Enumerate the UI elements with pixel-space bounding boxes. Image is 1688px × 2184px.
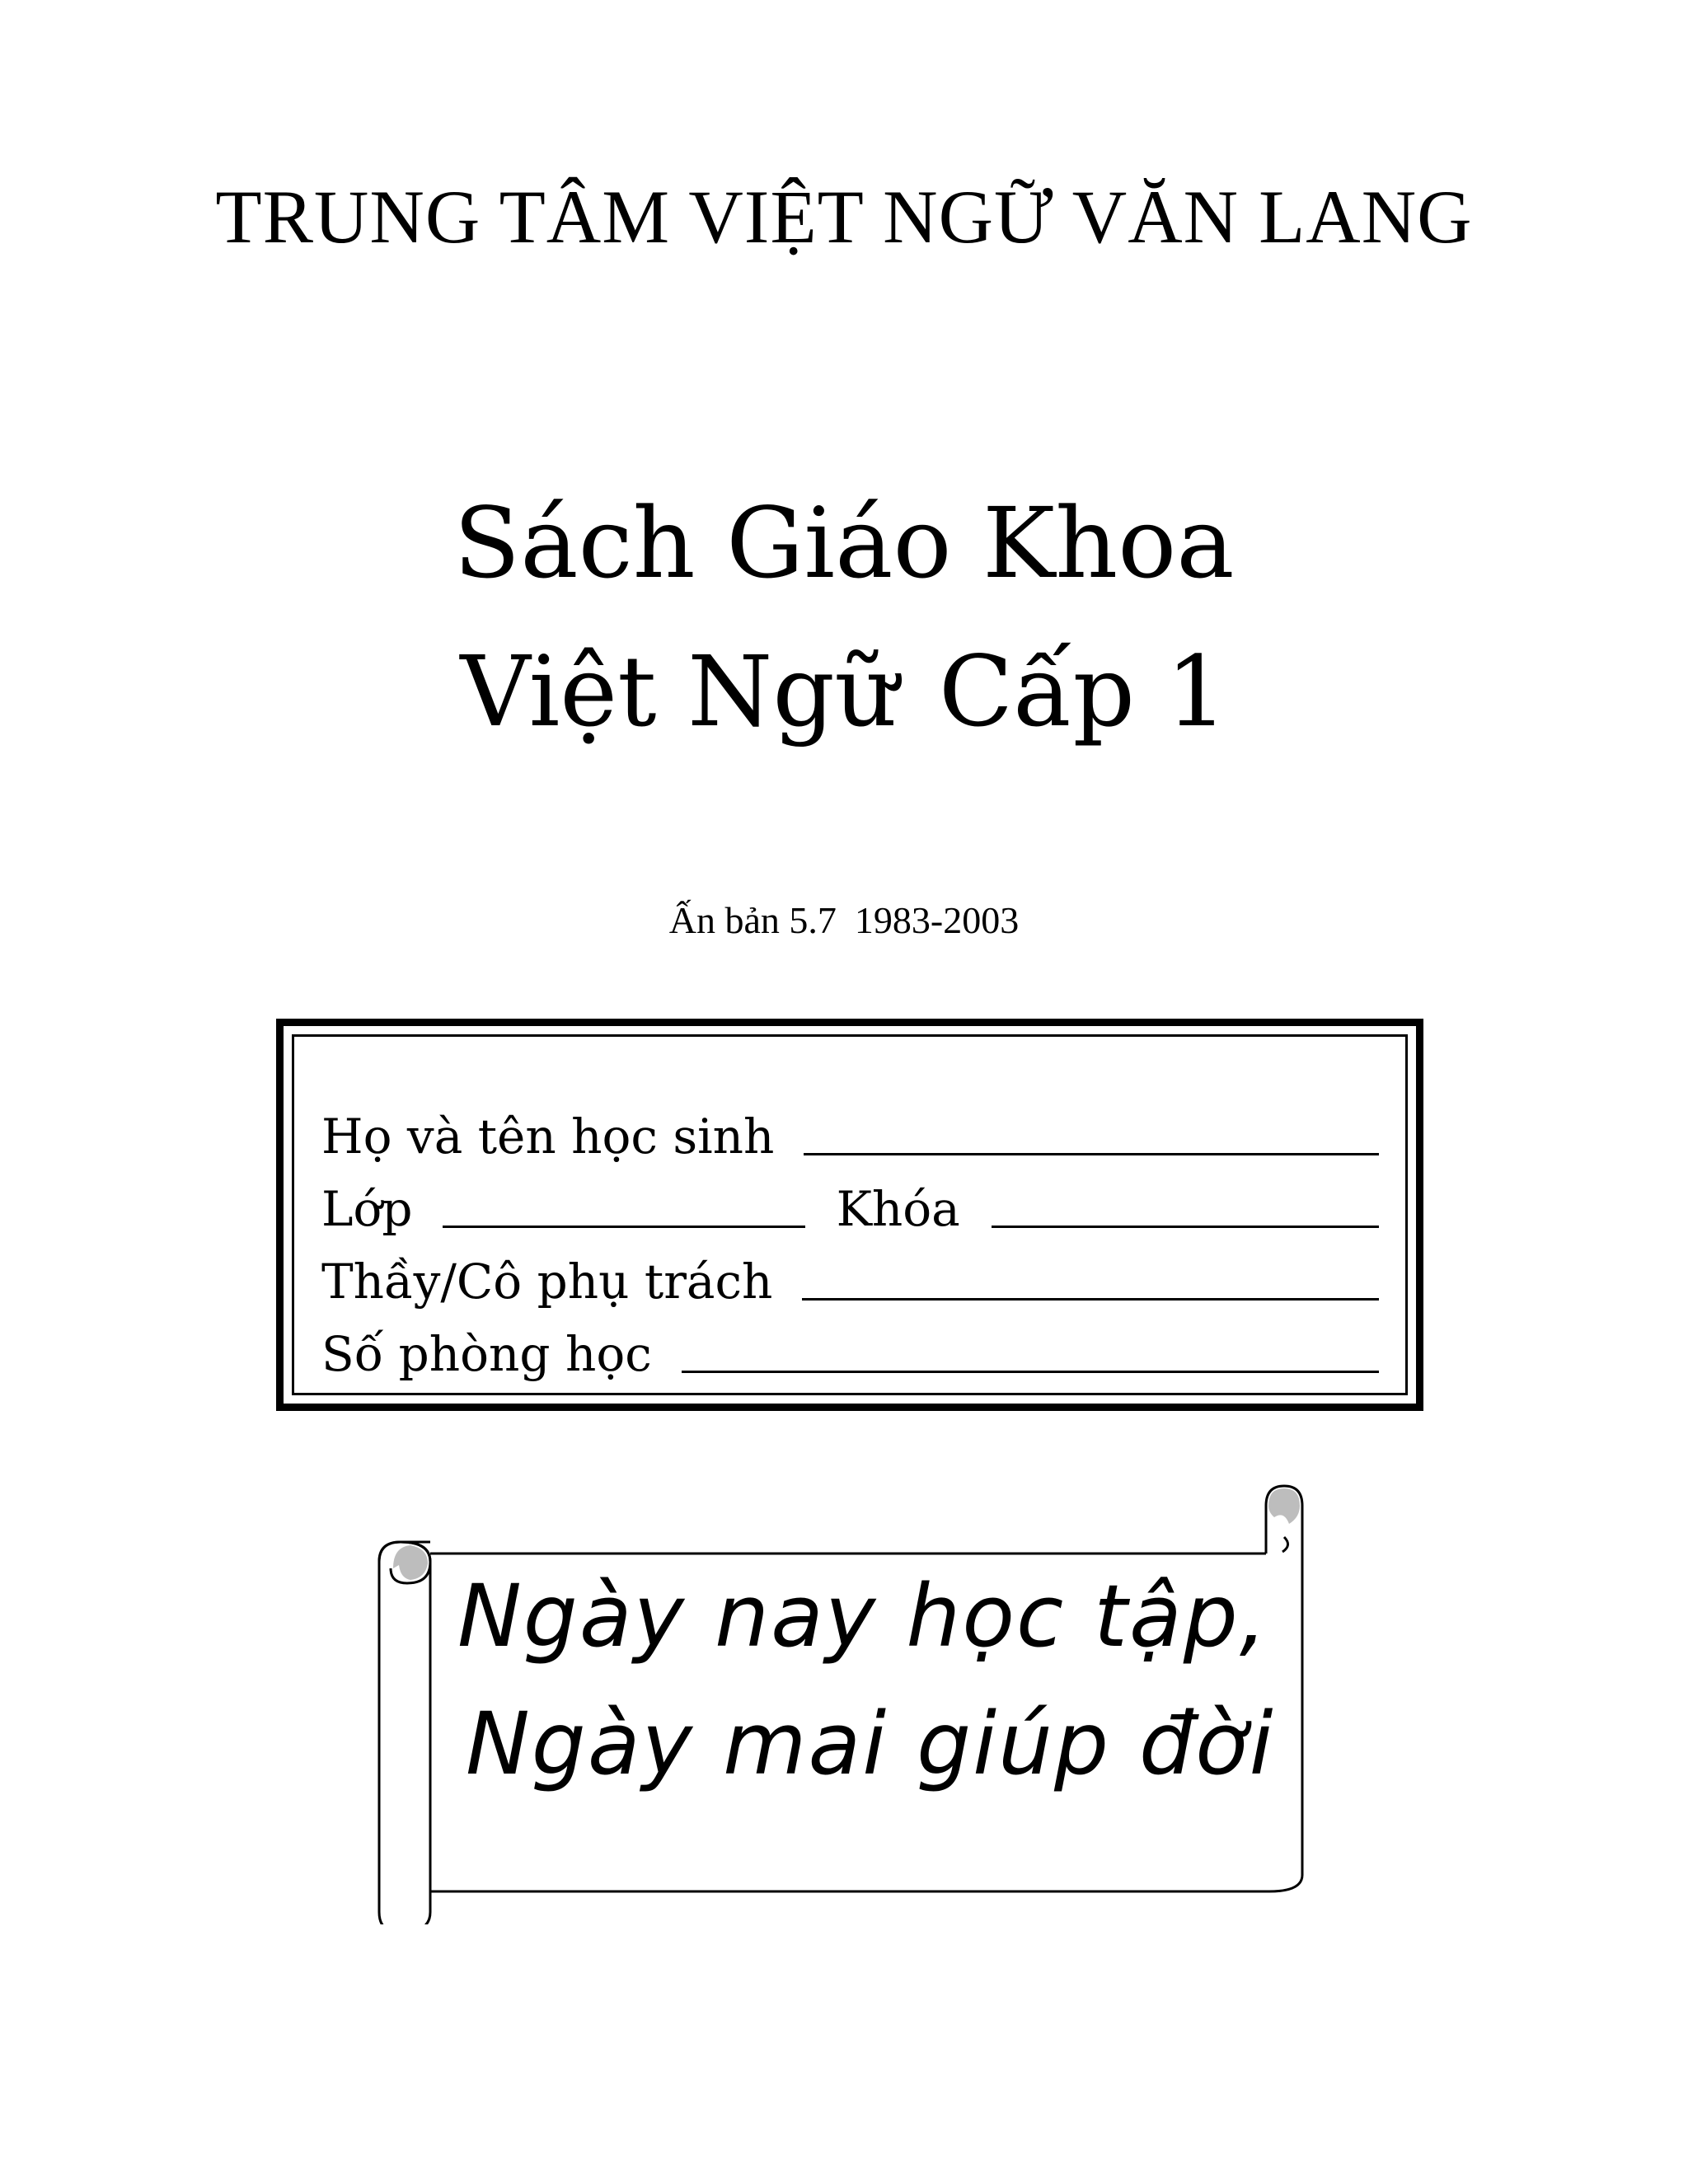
book-title-level: Cấp 1 <box>938 635 1228 748</box>
book-title-line-2 <box>0 635 1688 748</box>
edition-years: 1983-2003 <box>854 899 1020 941</box>
course-label: Khóa <box>836 1181 960 1237</box>
room-label: Số phòng học <box>321 1326 652 1382</box>
student-name-blank[interactable] <box>804 1153 1379 1155</box>
student-name-row <box>321 1094 1379 1165</box>
class-blank[interactable] <box>443 1226 805 1228</box>
motto-line-2: Ngày mai giúp đời <box>466 1694 1275 1794</box>
course-blank[interactable] <box>992 1226 1379 1228</box>
student-name-label: Họ và tên học sinh <box>321 1108 775 1165</box>
class-label: Lớp <box>321 1181 413 1237</box>
student-info-box <box>276 1019 1423 1411</box>
teacher-label: Thầy/Cô phụ trách <box>321 1254 773 1310</box>
motto-line-1: Ngày nay học tập, <box>457 1566 1268 1666</box>
room-row <box>321 1312 1379 1382</box>
organization-name: TRUNG TÂM VIỆT NGỮ VĂN LANG <box>215 175 1473 259</box>
book-title-subject: Việt Ngữ <box>460 635 898 748</box>
edition-label: Ấn bản 5.7 <box>668 899 837 941</box>
book-title-line-1: Sách Giáo Khoa <box>453 486 1235 600</box>
scroll-roll-cap-left <box>393 1545 428 1580</box>
student-info-box-inner-border <box>292 1034 1408 1395</box>
teacher-blank[interactable] <box>802 1298 1379 1301</box>
teacher-row <box>321 1240 1379 1310</box>
room-blank[interactable] <box>682 1371 1379 1373</box>
edition-info <box>0 898 1688 942</box>
class-course-row <box>321 1167 1379 1237</box>
scroll-roll-cap-top <box>1268 1488 1300 1524</box>
